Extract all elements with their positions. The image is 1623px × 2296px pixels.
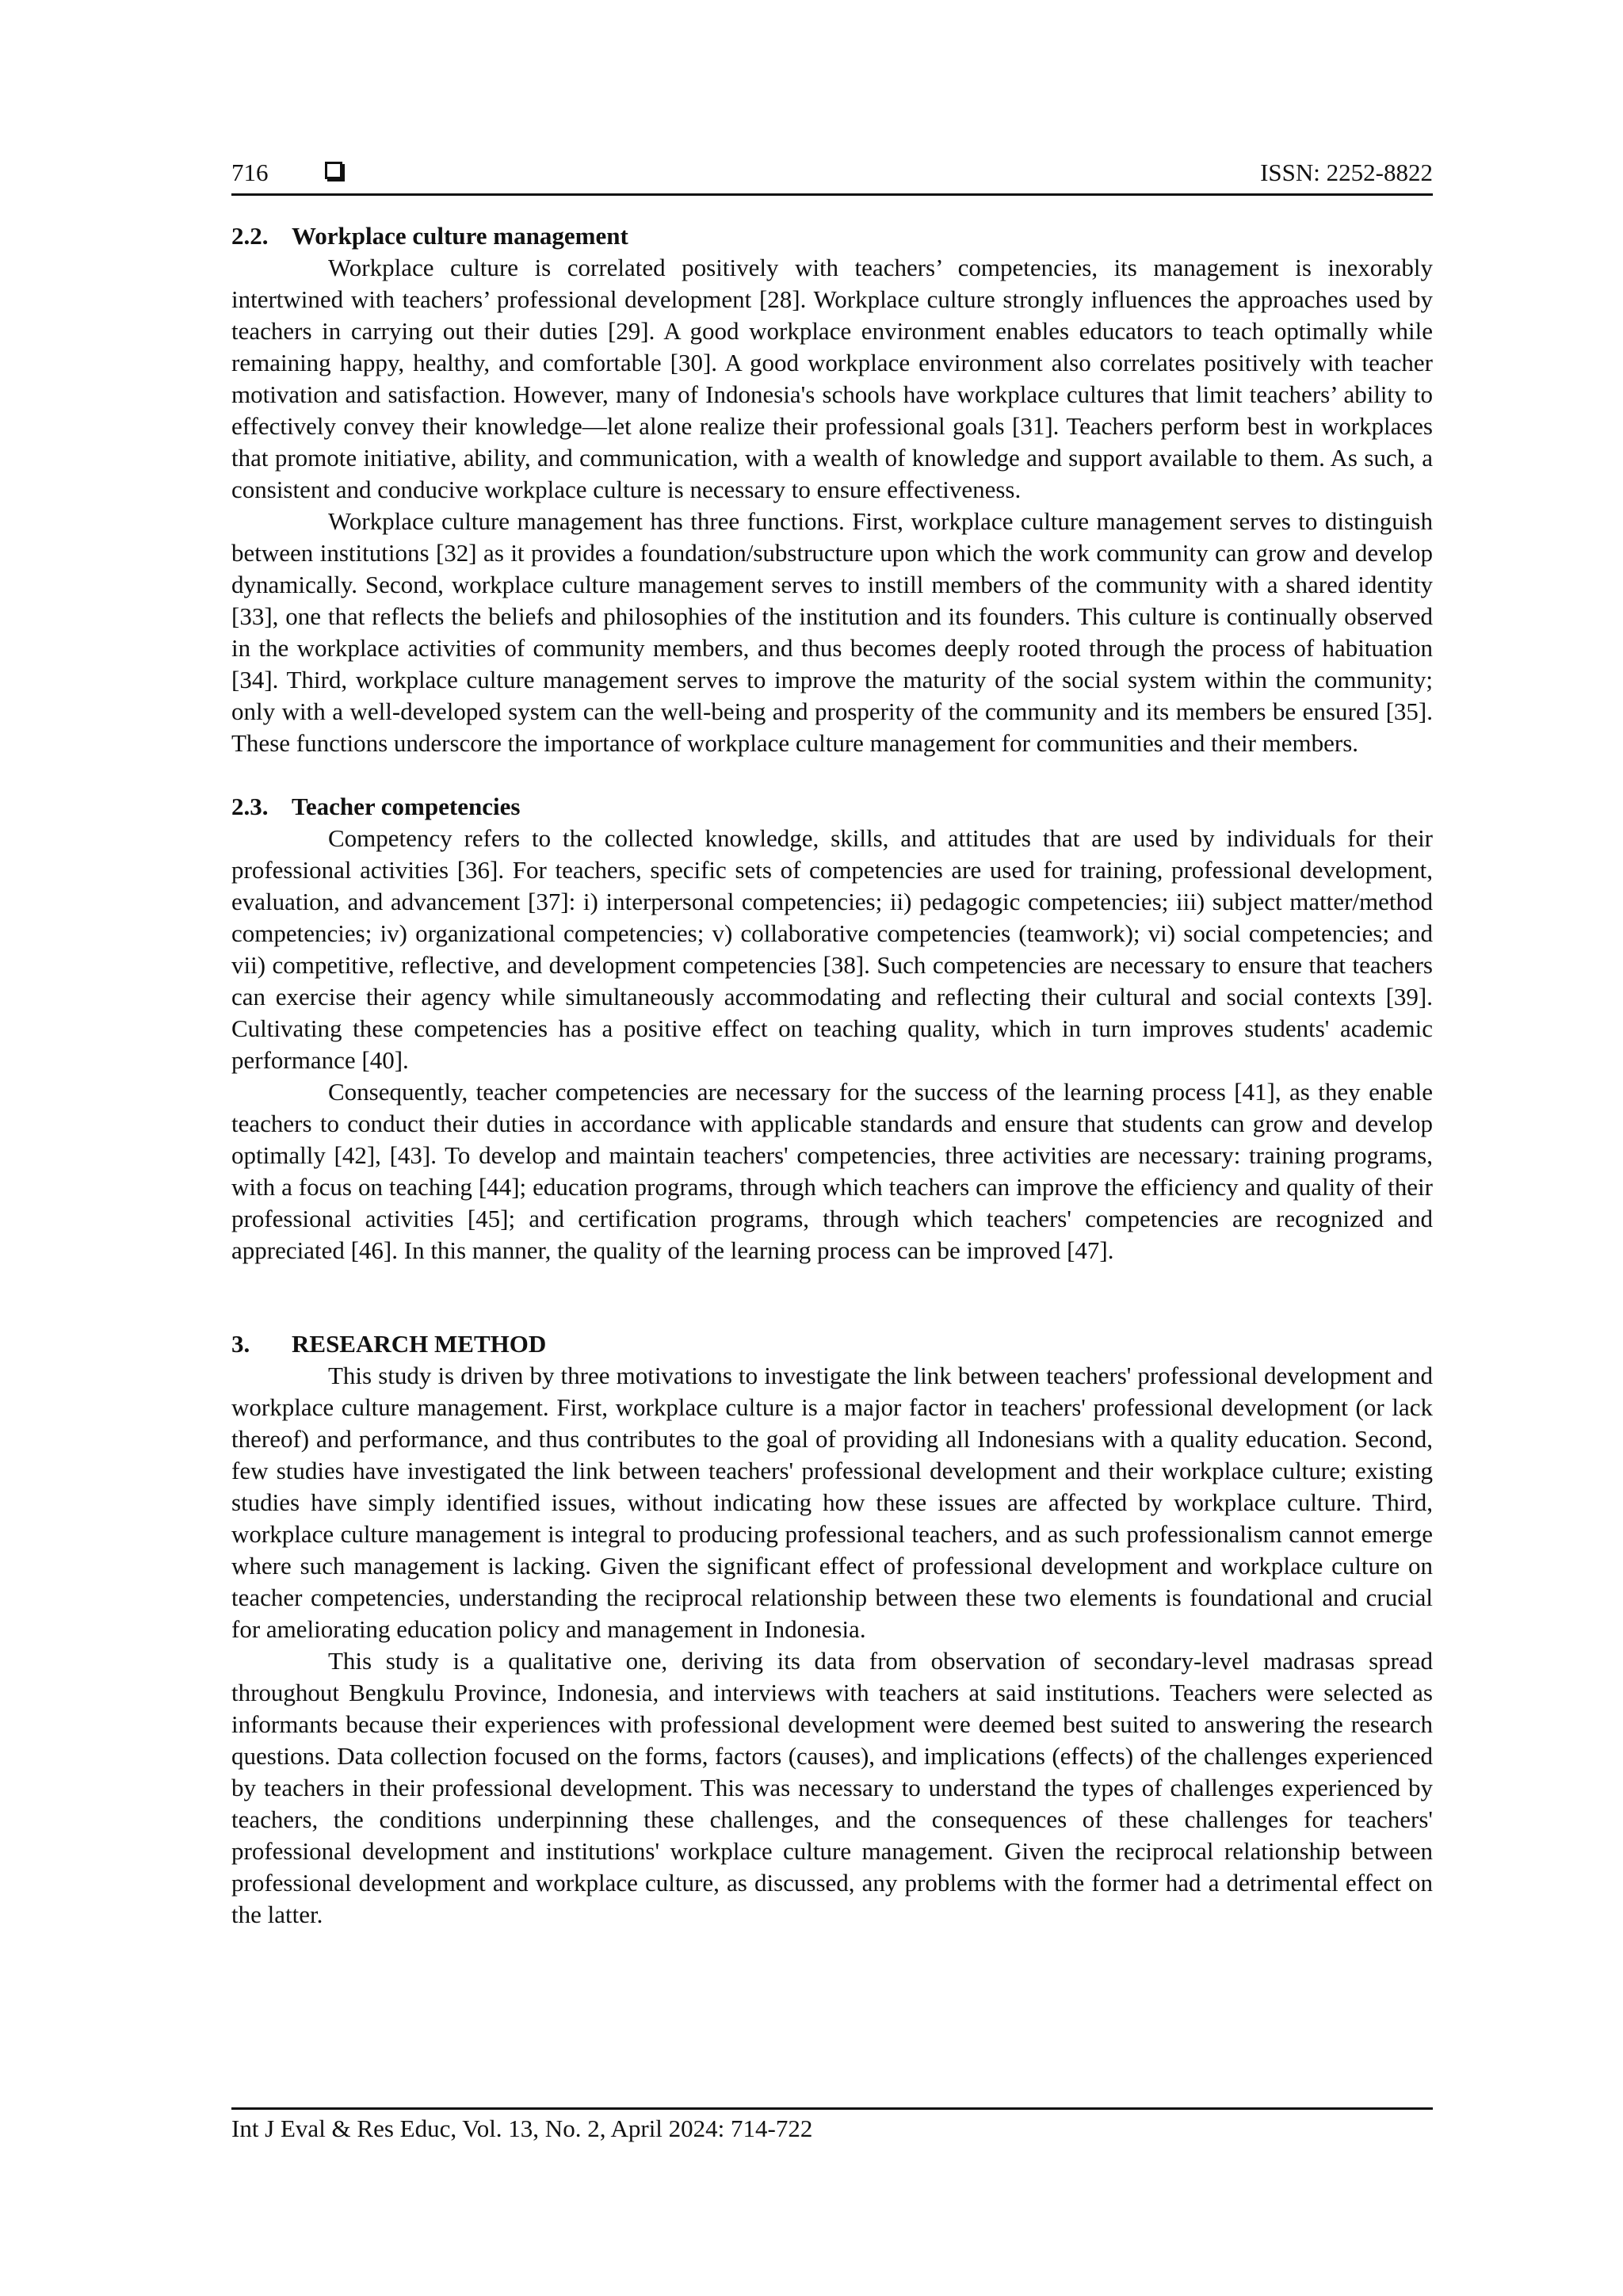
section-2-3-paragraph-2: Consequently, teacher competencies are necessary for the success of the learning process [41], as they enable teachers to conduct their duties in accordance with applicable standards and ensure that students can grow and develop optimally [42], [43]. To develop and maintain teachers' competencies, three activities are necessary: training programs, with a focus on teaching [44]; education programs, through which teachers can improve the efficiency and quality of their professional activities [45]; and certification programs, through which teachers' competencies are recognized and appreciated [46]. In this manner, the quality of the learning process can be improved [47].: [231, 1078, 1433, 1264]
section-2-2-heading: 2.2. Workplace culture management: [231, 222, 628, 250]
page-number: 716: [231, 159, 269, 186]
running-header: [231, 152, 1433, 193]
section-3-paragraph-2: This study is a qualitative one, deriving its data from observation of secondary-level madrasas spread throughout Bengkulu Province, Indonesia, and interviews with teachers at said institutions. Teachers were selected as informants because their experiences with professional development were deemed best suited to answering the research questions. Data collection focused on the forms, factors (causes), and implications (effects) of the challenges experienced by teachers in their professional development. This was necessary to understand the types of challenges experienced by teachers, the conditions underpinning these challenges, and the consequences of these challenges for teachers' professional development and institutions' workplace culture management. Given the reciprocal relationship between professional development and workplace culture, as discussed, any problems with the former had a detrimental effect on the latter.: [231, 1647, 1433, 1928]
page: [231, 152, 1433, 1928]
body-content: [231, 220, 1433, 1931]
section-2-2-paragraph-2: Workplace culture management has three functions. First, workplace culture management serves to distinguish between institutions [32] as it provides a foundation/substructure upon which the work community can grow and develop dynamically. Second, workplace culture management serves to instill members of the community with a shared identity [33], one that reflects the beliefs and philosophies of the institution and its founders. This culture is continually observed in the workplace activities of community members, and thus becomes deeply rooted through the process of habituation [34]. Third, workplace culture management serves to improve the maturity of the social system within the community; only with a well-developed system can the well-being and prosperity of the community and its members be ensured [35]. These functions underscore the importance of workplace culture management for communities and their members.: [231, 507, 1433, 757]
section-3-heading: 3. RESEARCH METHOD: [231, 1330, 547, 1358]
section-3-paragraph-1: This study is driven by three motivations to investigate the link between teachers' professional development and workplace culture management. First, workplace culture is a major factor in teachers' professional development (or lack thereof) and performance, and thus contributes to the goal of providing all Indonesians with a quality education. Second, few studies have investigated the link between teachers' professional development and their workplace culture; existing studies have simply identified issues, without indicating how these issues are affected by workplace culture. Third, workplace culture management is integral to producing professional teachers, and as such professionalism cannot emerge where such management is lacking. Given the significant effect of professional development and workplace culture on teacher competencies, understanding the reciprocal relationship between these two elements is foundational and crucial for ameliorating education policy and management in Indonesia.: [231, 1362, 1433, 1643]
section-2-3-heading: 2.3. Teacher competencies: [231, 793, 521, 820]
section-2-3-paragraph-1: Competency refers to the collected knowledge, skills, and attitudes that are used by individuals for their professional activities [36]. For teachers, specific sets of competencies are used for training, professional development, evaluation, and advancement [37]: i) interpersonal competencies; ii) pedagogic competencies; iii) subject matter/method competencies; iv) organizational competencies; v) collaborative competencies (teamwork); vi) social competencies; and vii) competitive, reflective, and development competencies [38]. Such competencies are necessary to ensure that teachers can exercise their agency while simultaneously accommodating and reflecting their cultural and social contexts [39]. Cultivating these competencies has a positive effect on teaching quality, which in turn improves students' academic performance [40].: [231, 824, 1433, 1074]
header-rule: [231, 193, 1433, 196]
section-2-2-paragraph-1: Workplace culture is correlated positively with teachers’ competencies, its management is inexorably intertwined with teachers’ professional development [28]. Workplace culture strongly influences the approaches used by teachers in carrying out their duties [29]. A good workplace environment enables educators to teach optimally while remaining happy, healthy, and comfortable [30]. A good workplace environment also correlates positively with teacher motivation and satisfaction. However, many of Indonesia's schools have workplace cultures that limit teachers’ ability to effectively convey their knowledge—let alone realize their professional goals [31]. Teachers perform best in workplaces that promote initiative, ability, and communication, with a wealth of knowledge and support available to them. As such, a consistent and conducive workplace culture is necessary to ensure effectiveness.: [231, 254, 1433, 503]
issn-label: ISSN: 2252-8822: [1260, 159, 1433, 186]
footer-citation: Int J Eval & Res Educ, Vol. 13, No. 2, April 2024: 714-722: [231, 2115, 813, 2142]
square-bullet-icon: [325, 162, 342, 179]
footer-rule: [231, 2107, 1433, 2110]
